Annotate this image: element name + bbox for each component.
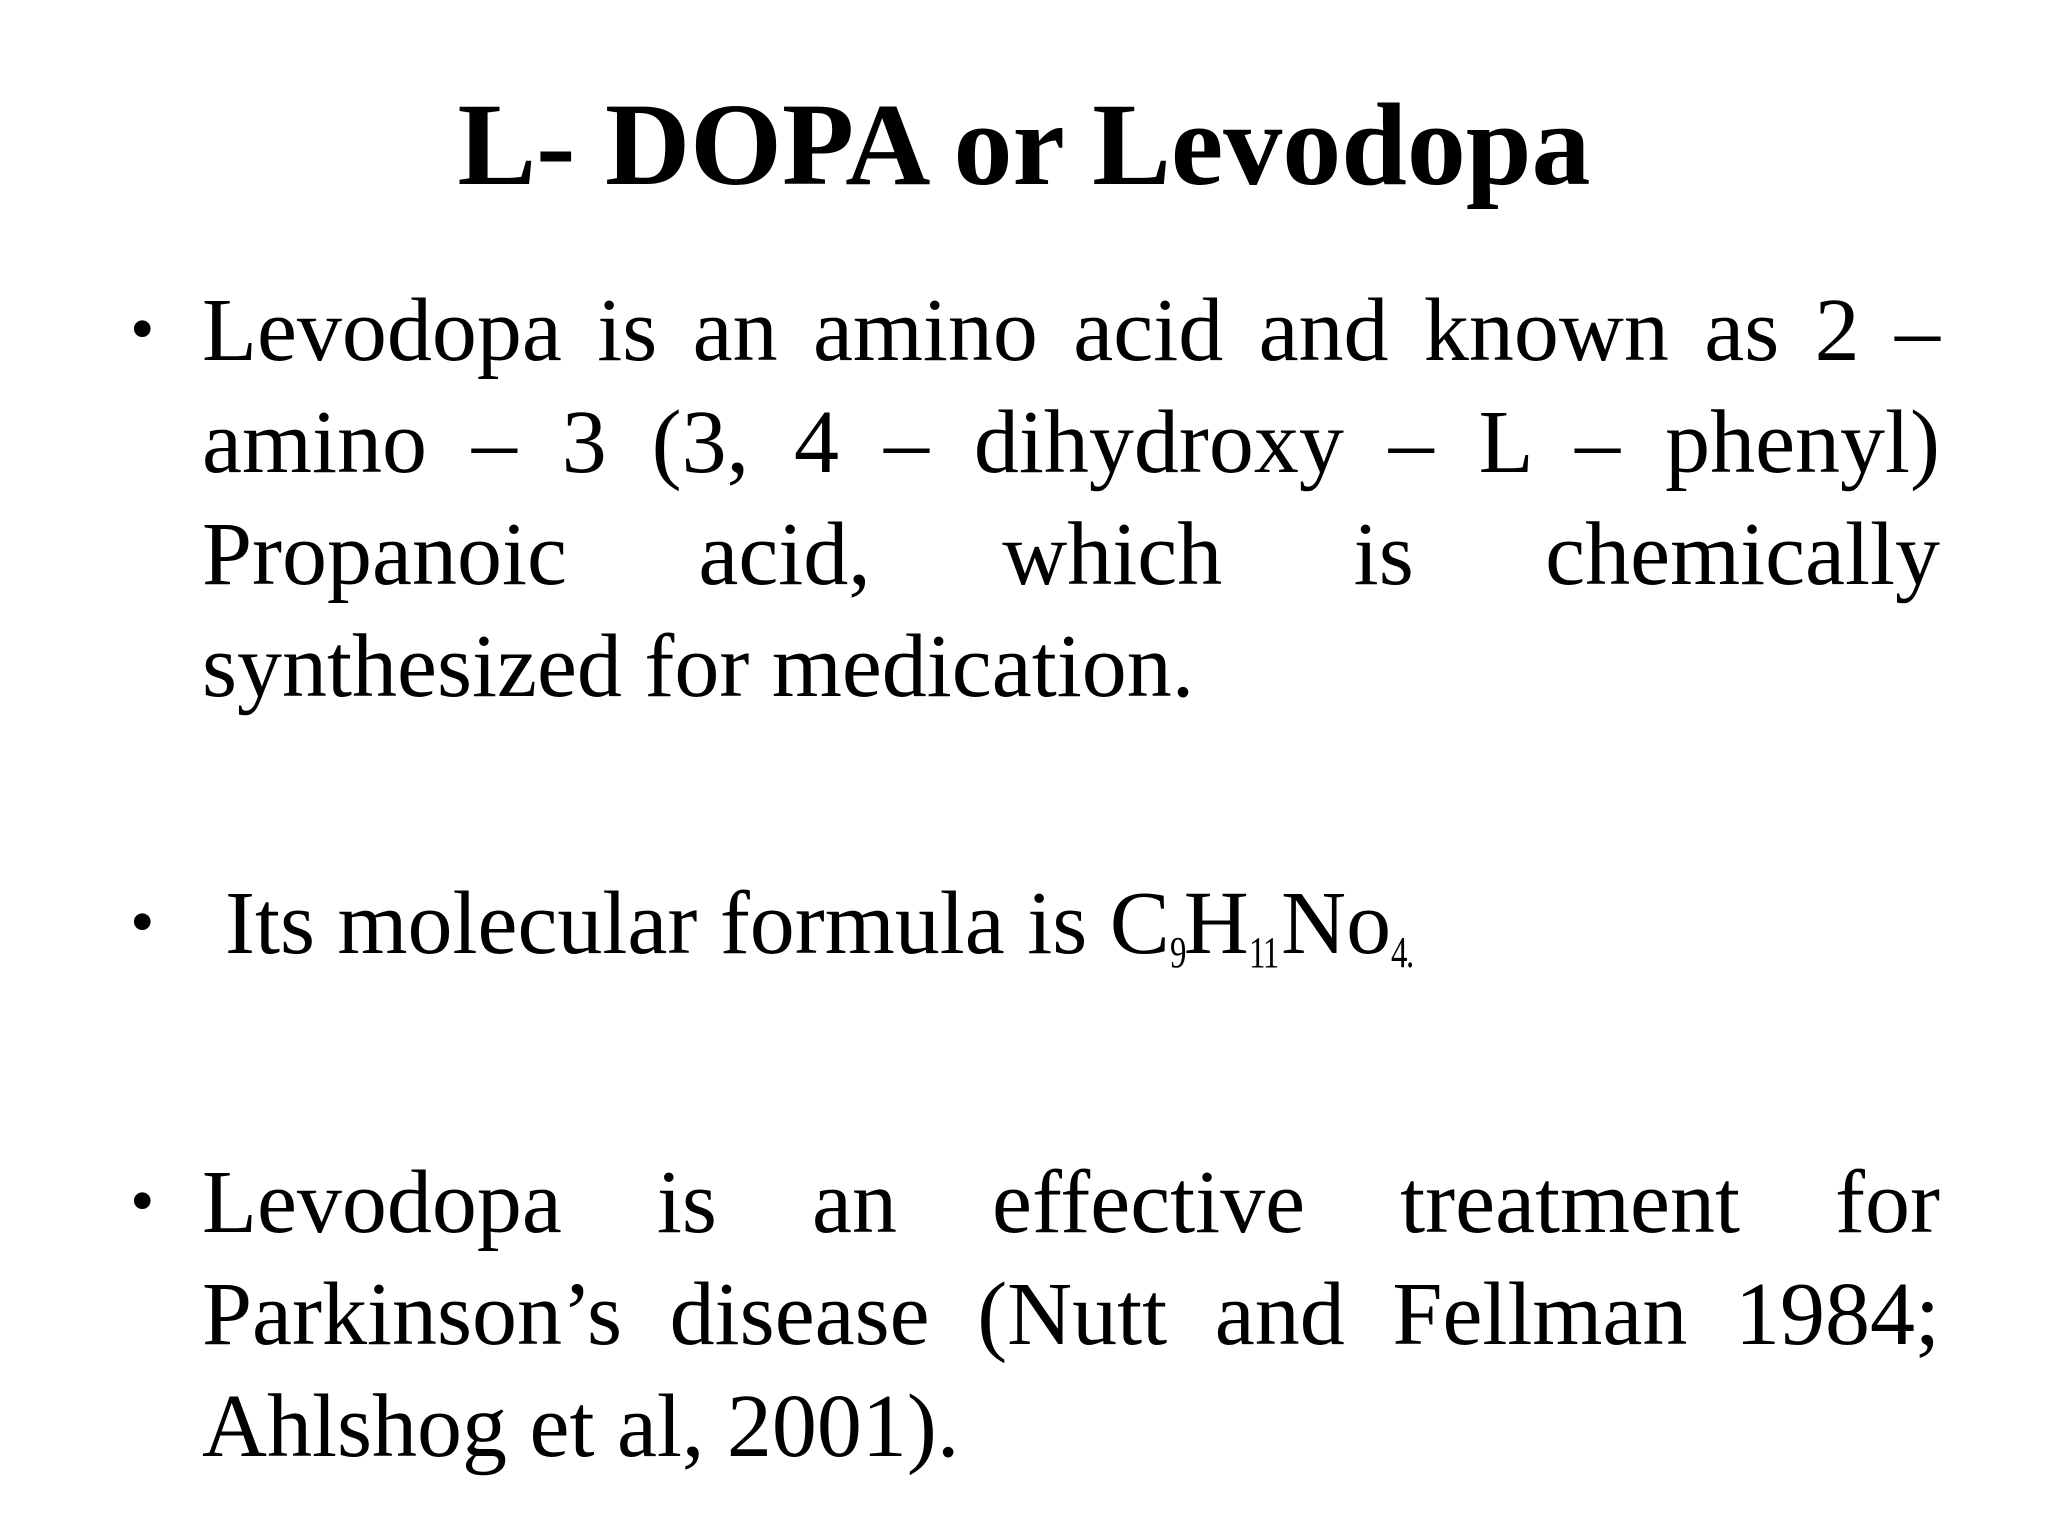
formula-prefix: Its molecular formula is [225,874,1110,973]
bullet-icon: • [130,884,155,961]
bullet-text-treatment: Levodopa is an effective treatment for Parkinson’s disease (Nutt and Fellman 1984; Ahlshog et al, 2001). [202,1153,1940,1476]
slide-title: L- DOPA or Levodopa [457,79,1591,210]
formula-carbon: C [1109,874,1170,973]
formula-carbon-subscript: 9 [1169,928,1185,977]
formula-hydrogen: H [1183,874,1249,973]
bullet-icon: • [130,291,155,368]
bullet-text-definition: Levodopa is an amino acid and known as 2 – amino – 3 (3, 4 – dihydroxy – L – phenyl) Propanoic acid, which is chemically synthesized for medication. [202,281,1940,716]
formula-no: No [1281,874,1392,973]
formula-no-subscript: 4. [1391,928,1413,977]
bullet-icon: • [130,1163,155,1240]
bullet-text-formula [225,868,1940,1009]
formula-hydrogen-subscript: 11 [1248,928,1278,977]
